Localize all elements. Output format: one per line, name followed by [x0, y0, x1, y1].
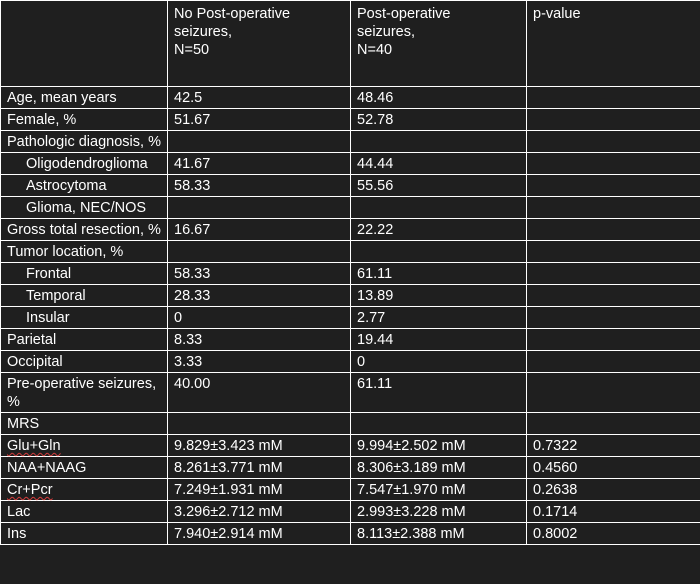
seizures-value: 8.306±3.189 mM [357, 460, 466, 476]
no-seizures-value: 40.00 [174, 376, 211, 392]
seizures-value-cell [351, 263, 527, 285]
seizures-value: 44.44 [357, 156, 394, 172]
no-seizures-value: 3.296±2.712 mM [174, 504, 283, 520]
no-seizures-value: 8.261±3.771 mM [174, 460, 283, 476]
no-seizures-value: 28.33 [174, 288, 211, 304]
seizures-value-cell [351, 479, 527, 501]
table-row [1, 175, 700, 197]
p-value-cell [527, 175, 700, 197]
table-row [1, 413, 700, 435]
seizures-value-cell [351, 413, 527, 435]
no-seizures-value: 8.33 [174, 332, 203, 348]
seizures-value: 55.56 [357, 178, 394, 194]
p-value-cell [527, 219, 700, 241]
no-seizures-value-cell [168, 351, 351, 373]
no-seizures-value: 3.33 [174, 354, 203, 370]
row-label: Tumor location, % [7, 244, 124, 260]
no-seizures-value: 0 [174, 310, 183, 326]
row-label: Parietal [7, 332, 57, 348]
row-label: Pre-operative seizures, % [7, 376, 157, 410]
table-body [1, 1, 700, 545]
seizures-value-cell [351, 435, 527, 457]
no-seizures-value-cell [168, 219, 351, 241]
no-seizures-value: 7.940±2.914 mM [174, 526, 283, 542]
row-label-cell [1, 285, 168, 307]
no-seizures-value-cell [168, 501, 351, 523]
table-row [1, 307, 700, 329]
row-label-cell [1, 373, 168, 413]
no-seizures-value-cell [168, 175, 351, 197]
header-text: No Post-operative [174, 6, 291, 22]
table-row [1, 435, 700, 457]
table-row [1, 219, 700, 241]
seizures-value: 22.22 [357, 222, 394, 238]
row-label: Female, % [7, 112, 77, 128]
seizures-value: 48.46 [357, 90, 394, 106]
header-cell-no-seizures [168, 1, 351, 87]
no-seizures-value-cell [168, 413, 351, 435]
row-label: Astrocytoma [26, 178, 107, 194]
row-label: Insular [26, 310, 70, 326]
p-value-cell [527, 87, 700, 109]
row-label: Cr+Pcr [7, 482, 53, 498]
header-cell-p-value [527, 1, 700, 87]
no-seizures-value-cell [168, 307, 351, 329]
table-row [1, 241, 700, 263]
row-label: Occipital [7, 354, 63, 370]
no-seizures-value-cell [168, 263, 351, 285]
no-seizures-value-cell [168, 373, 351, 413]
seizures-value-cell [351, 329, 527, 351]
p-value: 0.4560 [533, 460, 578, 476]
row-label-cell [1, 263, 168, 285]
no-seizures-value-cell [168, 329, 351, 351]
table-row [1, 523, 700, 545]
row-label: Glu+Gln [7, 438, 61, 454]
row-label-cell [1, 109, 168, 131]
seizures-value: 52.78 [357, 112, 394, 128]
header-text: N=40 [357, 42, 393, 58]
header-text: seizures, [174, 24, 233, 40]
seizures-value-cell [351, 501, 527, 523]
p-value-cell [527, 131, 700, 153]
seizures-value-cell [351, 307, 527, 329]
table-row [1, 457, 700, 479]
p-value: 0.2638 [533, 482, 578, 498]
seizures-value-cell [351, 373, 527, 413]
no-seizures-value-cell [168, 87, 351, 109]
table-row [1, 351, 700, 373]
table-row [1, 153, 700, 175]
row-label-cell [1, 501, 168, 523]
table-row [1, 197, 700, 219]
row-label-cell [1, 307, 168, 329]
row-label-cell [1, 329, 168, 351]
header-text: N=50 [174, 42, 210, 58]
no-seizures-value: 9.829±3.423 mM [174, 438, 283, 454]
p-value-cell [527, 413, 700, 435]
seizures-value-cell [351, 153, 527, 175]
no-seizures-value: 42.5 [174, 90, 203, 106]
no-seizures-value-cell [168, 131, 351, 153]
no-seizures-value-cell [168, 285, 351, 307]
row-label: Glioma, NEC/NOS [26, 200, 147, 216]
p-value-cell [527, 351, 700, 373]
row-label: Age, mean years [7, 90, 117, 106]
no-seizures-value: 58.33 [174, 178, 211, 194]
table-row [1, 329, 700, 351]
row-label: Gross total resection, % [7, 222, 161, 238]
row-label-cell [1, 131, 168, 153]
row-label: Lac [7, 504, 31, 520]
table-row [1, 87, 700, 109]
p-value-cell [527, 373, 700, 413]
p-value-cell [527, 285, 700, 307]
no-seizures-value-cell [168, 523, 351, 545]
seizures-value-cell [351, 109, 527, 131]
no-seizures-value-cell [168, 241, 351, 263]
seizures-value: 19.44 [357, 332, 394, 348]
no-seizures-value-cell [168, 197, 351, 219]
seizures-value: 2.993±3.228 mM [357, 504, 466, 520]
no-seizures-value-cell [168, 479, 351, 501]
no-seizures-value-cell [168, 153, 351, 175]
seizures-value: 0 [357, 354, 366, 370]
seizures-value: 61.11 [357, 266, 393, 282]
row-label-cell [1, 197, 168, 219]
p-value-cell [527, 241, 700, 263]
p-value-cell [527, 307, 700, 329]
row-label-cell [1, 479, 168, 501]
no-seizures-value: 7.249±1.931 mM [174, 482, 283, 498]
p-value-cell [527, 263, 700, 285]
seizures-value-cell [351, 87, 527, 109]
seizures-value: 9.994±2.502 mM [357, 438, 466, 454]
row-label: Pathologic diagnosis, % [7, 134, 161, 150]
table-row [1, 109, 700, 131]
header-cell-seizures [351, 1, 527, 87]
seizures-value-cell [351, 457, 527, 479]
seizures-value: 13.89 [357, 288, 394, 304]
p-value: 0.7322 [533, 438, 578, 454]
row-label: Ins [7, 526, 27, 542]
row-label-cell [1, 87, 168, 109]
p-value-cell [527, 457, 700, 479]
row-label-cell [1, 351, 168, 373]
p-value-cell [527, 501, 700, 523]
seizures-value-cell [351, 175, 527, 197]
seizures-value-cell [351, 219, 527, 241]
table-row [1, 501, 700, 523]
table-row [1, 263, 700, 285]
header-text: p-value [533, 6, 581, 22]
row-label: Temporal [26, 288, 86, 304]
no-seizures-value: 16.67 [174, 222, 211, 238]
row-label: NAA+NAAG [7, 460, 87, 476]
seizures-value-cell [351, 285, 527, 307]
seizures-value: 2.77 [357, 310, 386, 326]
header-row [1, 1, 700, 87]
row-label-cell [1, 413, 168, 435]
p-value-cell [527, 197, 700, 219]
seizures-value-cell [351, 241, 527, 263]
row-label-cell [1, 175, 168, 197]
row-label-cell [1, 523, 168, 545]
no-seizures-value-cell [168, 435, 351, 457]
no-seizures-value-cell [168, 109, 351, 131]
table-row [1, 285, 700, 307]
row-label-cell [1, 435, 168, 457]
row-label-cell [1, 241, 168, 263]
seizures-value: 7.547±1.970 mM [357, 482, 466, 498]
row-label-cell [1, 153, 168, 175]
row-label: Frontal [26, 266, 72, 282]
header-text: Post-operative [357, 6, 451, 22]
p-value-cell [527, 109, 700, 131]
p-value: 0.1714 [533, 504, 578, 520]
no-seizures-value: 41.67 [174, 156, 211, 172]
no-seizures-value: 58.33 [174, 266, 211, 282]
row-label-cell [1, 457, 168, 479]
no-seizures-value-cell [168, 457, 351, 479]
row-label-cell [1, 219, 168, 241]
p-value: 0.8002 [533, 526, 578, 542]
seizures-value-cell [351, 523, 527, 545]
row-label: MRS [7, 416, 40, 432]
p-value-cell [527, 479, 700, 501]
seizures-value: 8.113±2.388 mM [357, 526, 465, 542]
row-label: Oligodendroglioma [26, 156, 148, 172]
header-text: seizures, [357, 24, 416, 40]
table-row [1, 479, 700, 501]
p-value-cell [527, 435, 700, 457]
seizures-value-cell [351, 197, 527, 219]
table-row [1, 373, 700, 413]
p-value-cell [527, 153, 700, 175]
header-cell-label [1, 1, 168, 87]
table-row [1, 131, 700, 153]
p-value-cell [527, 523, 700, 545]
seizures-value: 61.11 [357, 376, 393, 392]
no-seizures-value: 51.67 [174, 112, 211, 128]
p-value-cell [527, 329, 700, 351]
seizures-value-cell [351, 351, 527, 373]
seizures-value-cell [351, 131, 527, 153]
